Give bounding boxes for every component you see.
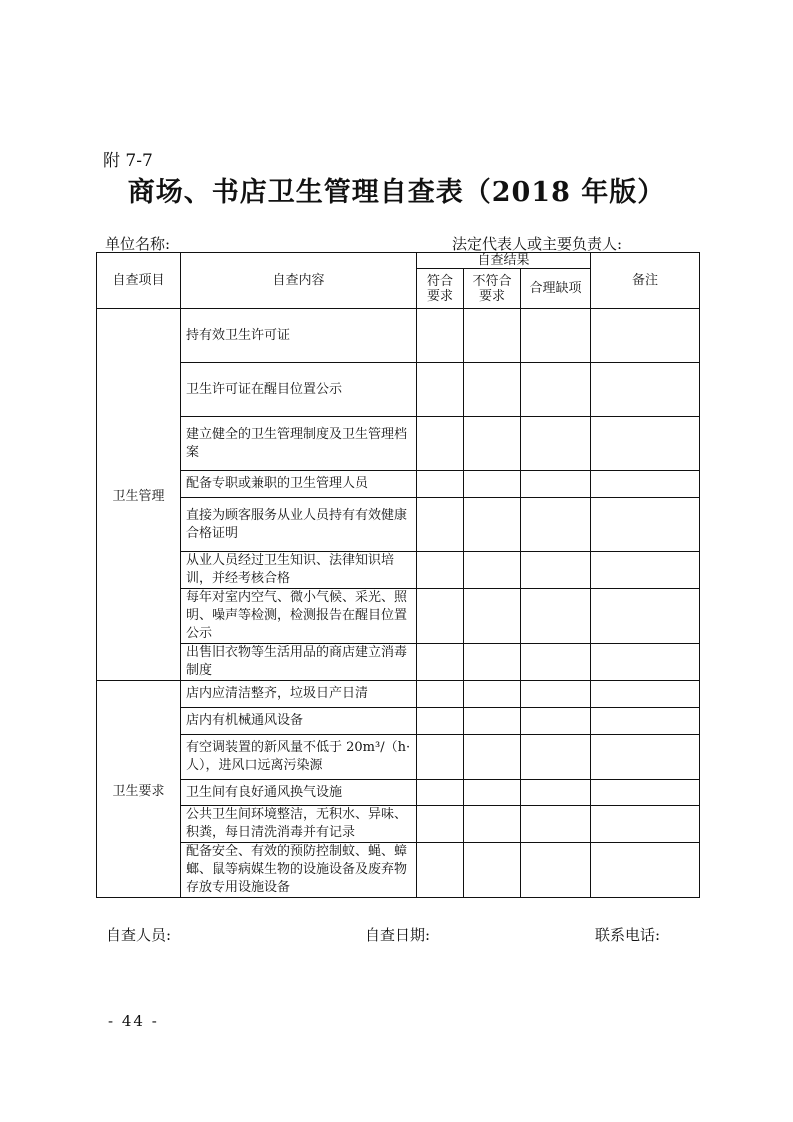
table-row: [97, 589, 700, 644]
missing-cell[interactable]: [521, 843, 591, 898]
table-row: [97, 417, 700, 471]
remarks-cell[interactable]: [591, 681, 700, 708]
nonconform-cell[interactable]: [464, 780, 521, 806]
representative-label: 法定代表人或主要负责人:: [452, 235, 623, 253]
content-cell: 直接为顾客服务从业人员持有有效健康合格证明: [181, 498, 417, 552]
nonconform-cell[interactable]: [464, 417, 521, 471]
nonconform-cell[interactable]: [464, 552, 521, 589]
table-row: [97, 735, 700, 780]
missing-cell[interactable]: [521, 589, 591, 644]
content-cell: 持有效卫生许可证: [181, 309, 417, 363]
nonconform-cell[interactable]: [464, 843, 521, 898]
conform-cell[interactable]: [417, 780, 464, 806]
header-conform: 符合要求: [417, 269, 464, 309]
remarks-cell[interactable]: [591, 589, 700, 644]
conform-cell[interactable]: [417, 735, 464, 780]
missing-cell[interactable]: [521, 681, 591, 708]
table-row: [97, 843, 700, 898]
missing-cell[interactable]: [521, 780, 591, 806]
conform-cell[interactable]: [417, 681, 464, 708]
nonconform-cell[interactable]: [464, 589, 521, 644]
nonconform-cell[interactable]: [464, 735, 521, 780]
inspection-table: [96, 252, 700, 898]
missing-cell[interactable]: [521, 471, 591, 498]
conform-cell[interactable]: [417, 471, 464, 498]
missing-cell[interactable]: [521, 708, 591, 735]
conform-cell[interactable]: [417, 708, 464, 735]
nonconform-cell[interactable]: [464, 471, 521, 498]
conform-cell[interactable]: [417, 806, 464, 843]
missing-cell[interactable]: [521, 498, 591, 552]
header-missing: 合理缺项: [521, 269, 591, 309]
table-body: [97, 309, 700, 898]
header-remarks: 备注: [591, 253, 700, 309]
remarks-cell[interactable]: [591, 552, 700, 589]
header-item: 自查项目: [97, 253, 181, 309]
content-cell: 每年对室内空气、微小气候、采光、照明、噪声等检测，检测报告在醒目位置公示: [181, 589, 417, 644]
table-row: [97, 552, 700, 589]
remarks-cell[interactable]: [591, 735, 700, 780]
table-row: [97, 644, 700, 681]
content-cell: 有空调装置的新风量不低于 20m³/（h·人），进风口远离污染源: [181, 735, 417, 780]
conform-cell[interactable]: [417, 644, 464, 681]
content-cell: 店内应清洁整齐，垃圾日产日清: [181, 681, 417, 708]
remarks-cell[interactable]: [591, 806, 700, 843]
missing-cell[interactable]: [521, 363, 591, 417]
remarks-cell[interactable]: [591, 498, 700, 552]
content-cell: 出售旧衣物等生活用品的商店建立消毒制度: [181, 644, 417, 681]
table-row: [97, 498, 700, 552]
header-result: 自查结果: [417, 253, 591, 269]
nonconform-cell[interactable]: [464, 309, 521, 363]
table-row: [97, 780, 700, 806]
nonconform-cell[interactable]: [464, 806, 521, 843]
remarks-cell[interactable]: [591, 417, 700, 471]
table-row: [97, 708, 700, 735]
table-row: [97, 471, 700, 498]
category-cell: 卫生要求: [97, 681, 181, 898]
content-cell: 配备安全、有效的预防控制蚊、蝇、蟑螂、鼠等病媒生物的设施设备及废弃物存放专用设施设备: [181, 843, 417, 898]
appendix-label: 附 7-7: [103, 151, 153, 171]
table-row: [97, 363, 700, 417]
category-cell: 卫生管理: [97, 309, 181, 681]
footer-date: 自查日期:: [365, 926, 431, 944]
missing-cell[interactable]: [521, 644, 591, 681]
remarks-cell[interactable]: [591, 471, 700, 498]
remarks-cell[interactable]: [591, 363, 700, 417]
nonconform-cell[interactable]: [464, 498, 521, 552]
conform-cell[interactable]: [417, 552, 464, 589]
content-cell: 卫生间有良好通风换气设施: [181, 780, 417, 806]
remarks-cell[interactable]: [591, 644, 700, 681]
remarks-cell[interactable]: [591, 309, 700, 363]
nonconform-cell[interactable]: [464, 708, 521, 735]
remarks-cell[interactable]: [591, 843, 700, 898]
header-nonconform: 不符合要求: [464, 269, 521, 309]
remarks-cell[interactable]: [591, 780, 700, 806]
nonconform-cell[interactable]: [464, 681, 521, 708]
nonconform-cell[interactable]: [464, 644, 521, 681]
footer-inspector: 自查人员:: [106, 926, 172, 944]
page-number: - 44 -: [108, 1012, 159, 1030]
remarks-cell[interactable]: [591, 708, 700, 735]
table-row: [97, 681, 700, 708]
missing-cell[interactable]: [521, 806, 591, 843]
footer-phone: 联系电话:: [595, 926, 661, 944]
conform-cell[interactable]: [417, 498, 464, 552]
table-row: [97, 309, 700, 363]
page-title: 商场、书店卫生管理自查表（2018 年版）: [127, 177, 666, 208]
conform-cell[interactable]: [417, 309, 464, 363]
missing-cell[interactable]: [521, 309, 591, 363]
conform-cell[interactable]: [417, 417, 464, 471]
conform-cell[interactable]: [417, 363, 464, 417]
conform-cell[interactable]: [417, 589, 464, 644]
conform-cell[interactable]: [417, 843, 464, 898]
table-row: [97, 806, 700, 843]
missing-cell[interactable]: [521, 552, 591, 589]
content-cell: 配备专职或兼职的卫生管理人员: [181, 471, 417, 498]
content-cell: 公共卫生间环境整洁，无积水、异味、积粪，每日清洗消毒并有记录: [181, 806, 417, 843]
content-cell: 从业人员经过卫生知识、法律知识培训，并经考核合格: [181, 552, 417, 589]
content-cell: 卫生许可证在醒目位置公示: [181, 363, 417, 417]
missing-cell[interactable]: [521, 417, 591, 471]
header-content: 自查内容: [181, 253, 417, 309]
missing-cell[interactable]: [521, 735, 591, 780]
content-cell: 建立健全的卫生管理制度及卫生管理档案: [181, 417, 417, 471]
content-cell: 店内有机械通风设备: [181, 708, 417, 735]
unit-name-label: 单位名称:: [105, 235, 171, 253]
nonconform-cell[interactable]: [464, 363, 521, 417]
